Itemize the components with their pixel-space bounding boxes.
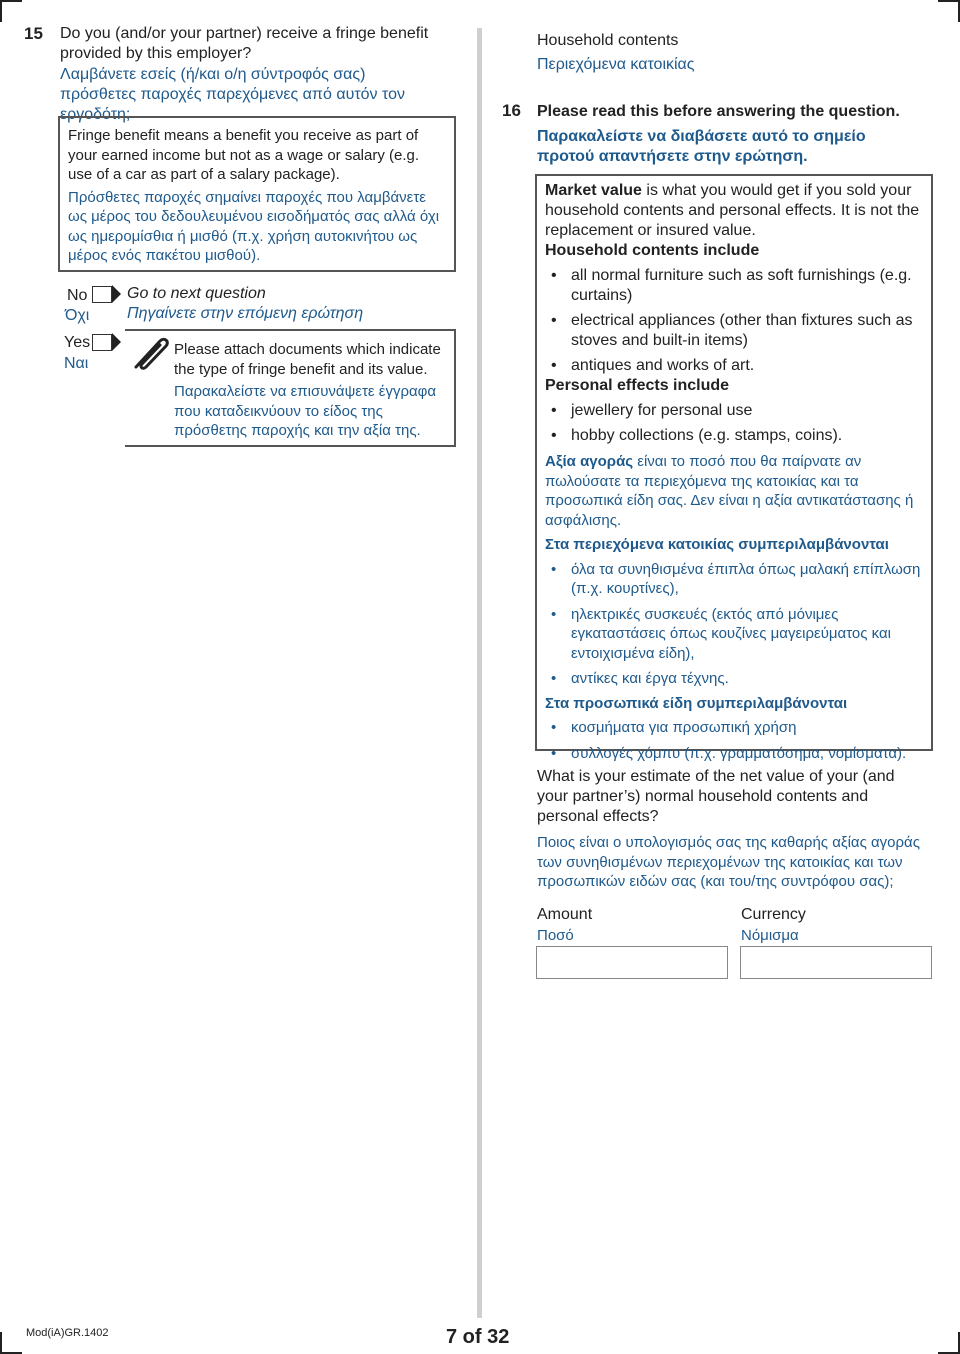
list-item: • electrical appliances (other than fixtures such as stoves and built-in items) bbox=[545, 311, 923, 351]
yes-checkbox[interactable] bbox=[92, 334, 112, 351]
attach-gr: Παρακαλείστε να επισυνάψετε έγγραφα που καταδεικνύουν το είδος της πρόσθετης παροχής και την αξία της. bbox=[174, 383, 437, 439]
option-yes-label-en: Yes bbox=[64, 334, 91, 351]
section-title-gr: Περιεχόμενα κατοικίας bbox=[537, 56, 695, 73]
page-number: 7 of 32 bbox=[446, 1326, 510, 1348]
crop-mark-tl-v bbox=[0, 0, 2, 22]
amount-input[interactable] bbox=[536, 946, 728, 979]
market-value-label-en: Market value bbox=[545, 182, 642, 199]
attach-en: Please attach documents which indicate the type of fringe benefit and its value. bbox=[174, 341, 441, 378]
household-contents-heading-en: Household contents include bbox=[545, 242, 760, 259]
personal-effects-heading-en: Personal effects include bbox=[545, 377, 730, 394]
personal-effects-heading-gr: Στα προσωπικά είδη συμπεριλαμβάνονται bbox=[545, 694, 848, 712]
crop-mark-bl-v bbox=[0, 1332, 2, 1354]
list-item: • αντίκες και έργα τέχνης. bbox=[545, 669, 923, 689]
list-item: • συλλογές χόμπυ (π.χ. γραμματόσημα, νομίσματα). bbox=[545, 744, 923, 764]
amount-label-gr: Ποσό bbox=[537, 927, 574, 944]
q16-info-box bbox=[535, 174, 933, 762]
market-value-label-gr: Αξία αγοράς bbox=[545, 453, 634, 470]
market-value-text-en: is what you would get if you sold your household contents and personal effects. It is not the replacement or insured value. bbox=[545, 182, 920, 239]
q16-intro-gr: Παρακαλείστε να διαβάσετε αυτό το σημείο προτού απαντήσετε στην ερώτηση. bbox=[537, 128, 866, 165]
option-no-label-gr: Όχι bbox=[65, 307, 90, 324]
q16-question-en: What is your estimate of the net value of your (and your partner’s) normal household contents and personal effects? bbox=[537, 768, 895, 825]
q15-info-gr: Πρόσθετες παροχές σημαίνει παροχές που λαμβάνετε ως μέρος του δεδουλευμένου εισοδήματός σας αλλά όχι ως ημερομίσθια ή μισθό (π.χ. χρήση αυτοκινήτου ως μέρος ενός πακέτου μισθού). bbox=[68, 188, 440, 264]
list-item: • ηλεκτρικές συσκευές (εκτός από μόνιμες εγκαταστάσεις όπως κουζίνες μαγειρεύματος και εντοιχισμένα είδη), bbox=[545, 605, 923, 664]
currency-label-en: Currency bbox=[741, 906, 806, 923]
q15-question-gr: Λαμβάνετε εσείς (ή/και ο/η σύντροφός σας) πρόσθετες παροχές παρεχόμενες από αυτόν τον εργοδότη; bbox=[60, 66, 405, 123]
arrow-right-icon bbox=[112, 333, 121, 351]
list-item: • όλα τα συνηθισμένα έπιπλα όπως μαλακή επίπλωση (π.χ. κουρτίνες), bbox=[545, 560, 923, 599]
personal-effects-list-gr bbox=[545, 718, 923, 763]
section-title-en: Household contents bbox=[537, 32, 679, 49]
q15-question-en: Do you (and/or your partner) receive a fringe benefit provided by this employer? bbox=[60, 25, 429, 62]
goto-next-question-gr: Πηγαίνετε στην επόμενη ερώτηση bbox=[127, 305, 364, 322]
household-contents-list-en bbox=[545, 266, 923, 376]
list-item: • jewellery for personal use bbox=[545, 401, 923, 421]
list-item: • antiques and works of art. bbox=[545, 356, 923, 376]
option-yes-label-gr: Ναι bbox=[64, 355, 89, 372]
list-item: • κοσμήματα για προσωπική χρήση bbox=[545, 718, 923, 738]
paperclip-icon bbox=[130, 333, 174, 373]
market-value-en bbox=[545, 181, 923, 241]
crop-mark-tl-h bbox=[0, 0, 22, 2]
list-item: • all normal furniture such as soft furnishings (e.g. curtains) bbox=[545, 266, 923, 306]
household-contents-list-gr bbox=[545, 560, 923, 689]
currency-input[interactable] bbox=[740, 946, 932, 979]
amount-label-en: Amount bbox=[537, 906, 593, 923]
currency-label-gr: Νόμισμα bbox=[741, 927, 799, 944]
market-value-gr bbox=[545, 452, 923, 530]
market-value-text-gr: είναι το ποσό που θα παίρνατε αν πωλούσατε τα περιεχόμενα της κατοικίας και τα προσωπικά είδη σας. Δεν είναι η αξία αντικατάστασης ή ασφάλισης. bbox=[545, 453, 914, 529]
list-item: • hobby collections (e.g. stamps, coins). bbox=[545, 426, 923, 446]
crop-mark-tr-h bbox=[938, 0, 960, 2]
question-number-15: 15 bbox=[24, 24, 43, 43]
attach-text bbox=[174, 340, 452, 441]
goto-next-question-en: Go to next question bbox=[127, 285, 266, 302]
q15-info-en: Fringe benefit means a benefit you receive as part of your earned income but not as a wage or salary (e.g. use of a car as part of a salary package). bbox=[68, 127, 420, 183]
personal-effects-list-en bbox=[545, 401, 923, 446]
household-contents-heading-gr: Στα περιεχόμενα κατοικίας συμπεριλαμβάνονται bbox=[545, 536, 889, 553]
column-divider bbox=[477, 28, 482, 1318]
q15-info-box bbox=[58, 116, 456, 272]
no-checkbox[interactable] bbox=[92, 286, 112, 303]
arrow-right-icon bbox=[112, 285, 121, 303]
question-number-16: 16 bbox=[502, 101, 521, 120]
q16-question-gr: Ποιος είναι ο υπολογισμός σας της καθαρής αξίας αγοράς των συνηθισμένων περιεχομένων της κατοικίας και των προσωπικών ειδών σας (και του/της συντρόφου σας); bbox=[537, 834, 920, 890]
option-no-label-en: No bbox=[67, 287, 88, 304]
form-code: Mod(iA)GR.1402 bbox=[26, 1327, 109, 1339]
q16-intro-en: Please read this before answering the question. bbox=[537, 103, 900, 120]
